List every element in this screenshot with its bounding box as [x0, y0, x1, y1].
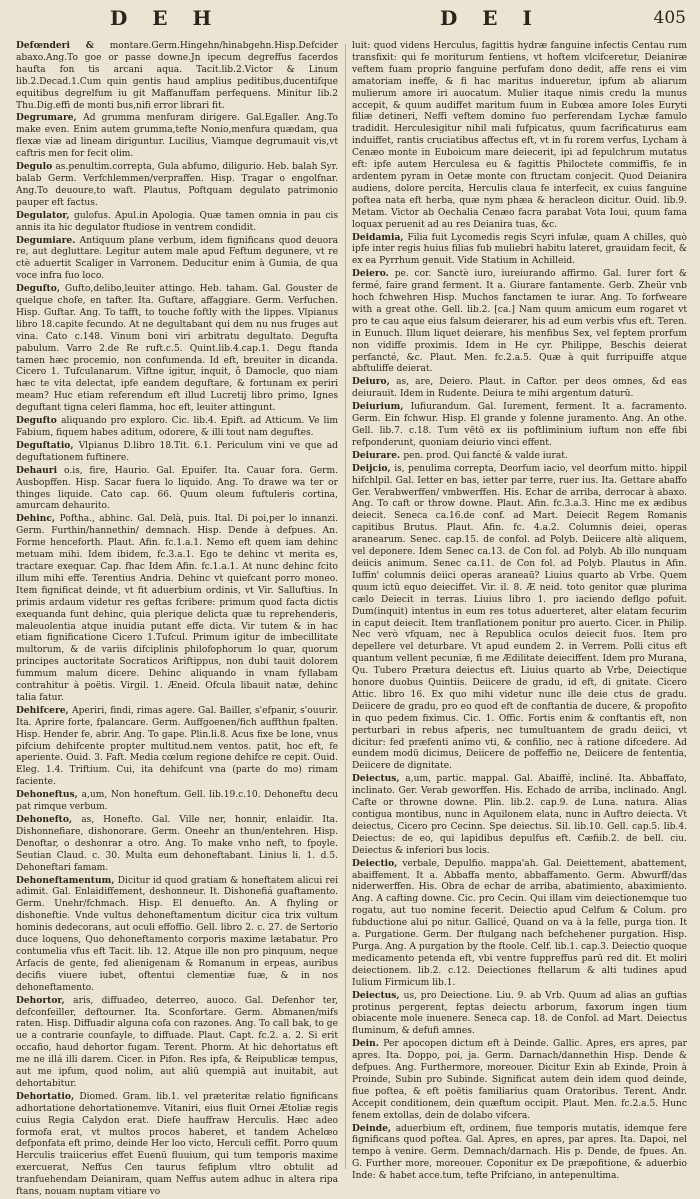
headword: Dehonefto, — [16, 814, 82, 825]
headword: Degulo — [16, 161, 56, 173]
entry-text: aduerbium eft, ordinem, fiue temporis mutatis, idemque fere fignificans quod poftea. Gal. Apres, en apres, par apres. Ita. Dapoi, nel tempo à venire. Germ. Demnach/darnach. His p. Dende, de fpues. An. G. Further more, moreouer. Coponitur ex De præpofitione, & aduerbio Inde: & habet acce.tum, tefte Prifciano, in antepenultima. — [352, 1123, 687, 1182]
headword: Degufto, — [16, 283, 65, 295]
headword: Dehoneftus, — [16, 789, 82, 801]
dictionary-entry — [16, 112, 338, 161]
headword: Degumiare. — [16, 234, 80, 246]
entry-text: Iufiurandum. Gal. Iurement, ferment. It a. facramento. Germ. Ein fchwur. Hisp. El grande y folenne juramento. Ang. An othe. Gell. lib.7. c.18. Tum vētō ex iis poftliminium iuftum non effe fibi refponderunt, quoniam deiurio vinci effent. — [352, 402, 687, 448]
dictionary-entry — [352, 40, 687, 232]
entry-text: montare.Germ.Hingehn/hinabgehn.Hisp.Defcider abaxo.Ang.To goe or passe downe.Jn ipecum degreffus facerdos haufta fon tis arcani aqua. Tacit.lib.2.Victor & Linum lib.2.Decad.1.Cum quin gentis haud amplius peditibus,ducentifque equitibus degrelfum iu git Maffanuffam perfequens. Minitur lib.2 Thu.Dig.effi de monti bus,nifi error librari fit. — [16, 41, 338, 111]
headword: Deijcio, — [352, 462, 395, 474]
right-column — [352, 40, 688, 1182]
dictionary-entry — [352, 463, 687, 774]
dictionary-entry — [16, 513, 338, 705]
dictionary-entry — [16, 283, 338, 415]
headword: Deiuro, — [352, 376, 397, 388]
entry-text: Ad grumma menfuram dirigere. Gal.Egaller. Ang.To make even. Enim autem grumma,tefte Nonio,menfura quædam, qua flexæ viæ ad lineam diriguntur. Lucilius, Viamque degrumauit vis,vt caftris men for fecit olim. — [16, 113, 339, 160]
running-head-right: D E I — [440, 6, 541, 30]
headword: Deiero. — [352, 268, 395, 280]
entry-text: Per apocopen dictum eft à Deinde. Gallic. Apres, ers apres, par apres. Ita. Doppo, poi, ja. Germ. Darnach/dannethin Hisp. Dende & defpues. Ang. Furthermore, moreouer. Dicitur Exin ab Exinde, Proin à Proinde, Subin pro Subinde. Significat autem dein idem quod deinde, fiue poftea, & eft poëtis familiarius quam Oratoribus. Terent. Andr. Accepit conditionem, dein quæftum occipit. Plaut. Men. fc.2.a.5. Hunc fenem extollas, dein de dolabo vifcera. — [352, 1039, 687, 1121]
entry-text: pe. cor. Sanctè iuro, iureiurando affirmo. Gal. Iurer fort & fermé, faire grand ferment. It a. Giurare fantamente. Gerb. Zheür vnb hoch fchwehren Hisp. Muchos fanctamen te iurar. Ang. To forfweare with a great othe. Gell. lib.2. [ca.] Nam quum amicum eum rogaret vt pro te cau aque eius falsum deierarer, his ad eum verbis vfus eft. Teren. in Eunuch. Illum liquet deierare, his menfibus Sex, vel feptem prorfum non vidiffe proximis. Idem in He cyr. Philippe, Beschis deierat perfancté, &c. Plaut. Men. fc.2.a.5. Quæ à quit furripuiffe atque abftuliffe deierat. — [352, 269, 687, 375]
entry-text: as.penultim.correpta, Gula abfumo, diligurio. Heb. balah Syr. balab Germ. Verfchlemmen/verpraffen. Hisp. Tragar o engolfnar. Ang.To deuoure,to waft. Plautus, Poftquam degulato patrimonio pauper eft factus. — [16, 162, 339, 208]
dictionary-entry — [352, 1123, 687, 1184]
dictionary-entry — [352, 990, 687, 1039]
dictionary-entry — [16, 440, 338, 465]
entry-text: as, are, Deiero. Plaut. in Caftor. per deos omnes, &d eas deiurauit. Idem in Rudente. Deiura te mihi argentum daturū. — [352, 377, 687, 400]
dictionary-entry — [16, 995, 338, 1091]
entry-text: Vlpianus D.libro 18.Tit. 6.1. Periculum vini ve que ad deguftationem fuftinere. — [16, 440, 338, 463]
headword: Deiurare. — [352, 449, 404, 461]
entry-text: a,um, Non honeftum. Gell. lib.19.c.10. Dehoneftu decu pat rimque verbum. — [16, 790, 339, 813]
headword: Deidamia, — [352, 231, 408, 243]
dictionary-entry — [16, 875, 338, 995]
dictionary-entry — [352, 773, 687, 857]
entry-text: o.is, fire, Haurio. Gal. Epuifer. Ita. Cauar fora. Germ. Ausbopffen. Hisp. Sacar fuera lo liquido. Ang. To drawe wa ter or thinges liquide. Cato cap. 66. Quum oleum fuftuleris cortina, amurcam dehaurito. — [16, 465, 339, 512]
entry-text: Aperiri, findi, rimas agere. Gal. Bailler, s'efpanir, s'ouurir. Ita. Aprire forte, fpalancare. Germ. Auffgoenen/fich auffthun fpalten. Hisp. Hender fe, abrir. Ang. To gape. Plin.li.8. Acus fixe be lone, vnus pifcium dehifcente propter multitud.nem ventos. patit, hoc eft, fe aperiente. Ouid. 3. Faft. Media cœlum regione dehifce re cepit. Ouid. Eleg. 1.4. Triftium. Cui, ita dehifcunt vna (parte do mo) rimam faciente. — [16, 705, 338, 788]
column-divider — [345, 44, 346, 1169]
headword: Deinde, — [352, 1122, 396, 1134]
dictionary-entry — [16, 465, 338, 514]
entry-text: aliquando pro exploro. Cic. lib.4. Epift. ad Atticum. Ve lim Fabium, fiquem habes aditum, odorere, & illi tout nam deguftes. — [16, 416, 338, 438]
dictionary-entry — [352, 1038, 687, 1122]
dictionary-entry — [16, 789, 338, 814]
dictionary-entry — [16, 415, 338, 440]
entry-text: is, penulima correpta, Deorfum iacio, vel deorfum mitto. hippil hifchlpil. Gal. Ietter en bas, ietter par terre, ruer ius. Ita. Gettare abaffo Ger. Verabwerffen/ vmbwerffen. His. Echar de arriba, derrocar à abaxo. Ang. To caft or throw downe. Plaut. Afin. fc.3.a.3. Hinc me ex ædibus deiecit. Seneca ca.16.de conf. ad Mart. Deiecit Regem Romanis capitibus Brutus. Plaut. Afin. fc. 4.a.2. Columnis deiei, operas aranearum. Senec. cap.15. de confol. ad Polyb. Deiicere altè aliquem, vel deponere. Idem Senec ca.13. de Con fol. ad Polyb. Ab illo nunquam deiicis animum. Senec ca.11. de Con fol. ad Polyb. Plautus in Afin. Iuffin' columnis deiici operas araneaū? Liuius quarto ab Vrbe. Quem quum ictū equo deieciffet. Vir. il. 8. Æ neid. toto genitor quæ plurima cælo Deiecit in terras. Liuius libro 1. pro iaciendo deflgo pofuit. Dum(inquit) intentus in eum res totus aduerteret, alter elatam fecurim in caput deiecit. Item tranflationem ponitur pro auerto. Cicer. in Philip. Nec verò vfquam, nec à Republica oculos deiecit fuos. Item pro depellere vel deturbare. Vt apud eundem 2. in Verrem. Polli citus eft quantum vellent pecuniæ, fi me Ædilitate deieciffent. Idem pro Murana, Qu. Tubero Prætura deiectus eft. Liuius quarto ab Vrbe, Deiectique honore duobus Quintiis. Deiicere de gradu, id eft, di gnitate. Cicero Attic. libro 16. Ex quo mihi videtur nunc ille deie ctus de gradu. Deiicere de gradu, pro eo quod eft de conftantia de ducere, & propofito in quo pedem fiximus. Cic. 1. Offic. Fortis enim & conftantis eft, non perturbari in rebus afperis, nec tumultuantem de gradu deiici, vt dicitur: fed præfenti animo vti, & confilio, nec à ratione difcedere. Ad eundem modū dicimus, Deiicere de poffeffio ne, Deiicere de fententia, Deiicere de dignitate. — [352, 463, 688, 772]
dictionary-entry — [16, 1091, 338, 1199]
headword: Deiectus, — [352, 773, 406, 785]
entry-text: us, pro Deiectione. Liu. 9. ab Vrb. Quum ad alias an guftias protinus pergerent, feptas deiectu arborum, faxorum ingen tium obiacente mole inuenere. Seneca cap. 18. de Confol. ad Mart. Deiectus fluminum, & defufi amnes. — [352, 990, 688, 1037]
headword: Dehortor, — [16, 994, 74, 1006]
dictionary-entry — [16, 40, 338, 112]
entry-text: luit: quod videns Herculus, fagittis hydræ fanguine infectis Centau rum transfixit: qui fe moriturum fentiens, vt hoftem vlcifceretur, Deianiræ veftem fuam proprio fanguine perfufam dono dedit, affe rens ei vim amatoriam ineffe, & fi hac maritus indueretur, ipfum ab aliarum mulierum amore iri auocatum. Mulier itaque nimis credu la munus accepit, & quum audiffet maritum fuum in Eubœa amore Ioles Euryti filiæ detineri, Neffi veftem domino fuo perferendam Lychæ famulo tradidit. Herculesigitur nihil mali fufpicatus, quum facrificaturus eam induiffet, rantis cruciatibus affectus eft, vt in fu rorem verfus, Lycham à Cenæo monte in Euboicum mare deiecerit, ipi ad fepulchrum mutatus eft: ipfe autem Herculesa eu & fagittis Philoctete commiffis, fe in ardentem pyram in Oetæ monte con ftructam conjecit. Quod Deianira audiens, dolore percita, Herculis claua fe interfecit, ex cuius fanguine poftea nata eft herba, quæ nym phæa & heracleon dicitur. Ouid. lib.9. Metam. Victor ab Oechalia Cenæo facra parabat Vota Ioui, quum fama loquax peruenit ad au res Deianira tuas, &c. — [352, 41, 687, 230]
left-column — [16, 40, 339, 1198]
headword: Deguftatio, — [16, 439, 79, 451]
headword: Deiectio, — [352, 857, 403, 869]
headword: Deiurium, — [352, 401, 411, 413]
headword: Degufto — [16, 415, 62, 427]
entry-text: aris, diffuadeo, deterreo, auoco. Gal. Defenhor ter, defconfeiller, deftourner. Ita. Sconfortare. Germ. Abmanen/mifs raten. Hisp. Diffuadir alguna cofa con razones. Ang. To call bak, to ge ue a contrarie counfayle, to diffuade. Plaut. Capt. fc.2. a. 2. Si erit occafio, haud dehortor fugam. Terent. Phorm. At hic dehortatus eft me ne illá illi darem. Cicer. in Pifon. Res ipfa, & Reipublicæ tempus, aut me ipfum, quod nolim, aut aliū quempiā aut inuitabit, aut dehortabitur. — [16, 995, 339, 1089]
dictionary-entry — [352, 858, 687, 990]
page-header — [0, 6, 700, 40]
entry-text: Poftha., abhinc. Gal. Delà, puis. Ital. Di poi,per lo innanzi. Germ. Furthin/hannethin/ demnach. Hisp. Dende à defpues. An. Forme henceforth. Plaut. Afin. fc.1.a.1. Nemo eft quem iam dehinc metuam mihi. Idem ibidem, fc.3.a.1. Ego te dehinc vt merita es, tractare exequar. Cap. fhac Idem Afin. fc.1.a.1. At nunc dehinc fcito illum mihi effe. Terentius Andria. Dehinc vt quiefcant porro moneo. Item fignificat deinde, vt fit aduerbium ordinis, vt Vir. Salluftius. In primis ardaum videtur res geftas fcribere: primum quod facta dictis exequanda funt dehinc, quia plerique delicta quæ tu reprehenderis, maleuolentia atque inuidia putant effe dicta. Vir tutem & in hac etiam fignificatione Cicero 1.Tufcul. Primum igitur de imbecillitate multorum, & de variis difciplinis philofophorum lo quar, quorum principes auctoritate Socraticos Ariftippus, non dubi tauit dolorem fummum malum dicere. Dehinc aliquando in vnam fyllabam contrahitur à poëtis. Virgil. 1. Æneid. Ofcula libauit natæ, dehinc talia fatur. — [16, 514, 338, 703]
headword: Degrumare, — [16, 112, 84, 124]
dictionary-entry — [352, 232, 687, 269]
headword: Defœnderi & — [16, 40, 110, 51]
dictionary-entry — [16, 235, 338, 284]
dictionary-entry — [352, 268, 687, 376]
entry-text: Dicitur id quod gratiam & honeftatem alicui rei adimit. Gal. Enlaidiffement, deshonneur. It. Dishonefiá guaftamento. Germ. Unehr/fchmach. Hisp. El denuefto. An. A fhyling or dishoneftie. Vnde vultus dehoneftamentum dicitur cica trix vultum hominis dedecorans, aut oculi effoffio. Gell. libro 2. c. 27. de Sertorio duce loquens, Quo dehoneftamento corporis maxime lætabatur. Pro contumelia vfus eft Tacit. lib. 12. Atque ille non pro pinquum, neque Arfacis de gente, fed alienigenam & Romanum in erpeas, auribus decifis viuere iubet, oftentui clementiæ fuæ, & in nos dehoneftamento. — [16, 875, 338, 993]
entry-text: verbale, Depulfio. mappa'ah. Gal. Deiettement, abattement, abaiffement. It a. Abbaffa mento, abbaffamento. Germ. Abwurff/das niderwerffen. His. Obra de echar de arriba, abatimiento, abaximiento. Ang. A cafting downe. Cic. pro Cecin. Qui illam vim deiectionemque tuo rogatu, aut tuo nomine fecerit. Deiectio apud Celfum & Colum. pro fubductione alui po nitur. Gallicé, Quand on va à la felle, purga tion. It a. Purgatione. Germ. Der ftulgang nach befchehener purgation. Hisp. Purga. Ang. A purgation by the ftoole. Celf. lib.1. cap.3. Deiectio quoque medicamento petenda eft, vbi ventre fuppreffus parū red dit. Et moliri deiectionem. lib.2. c.12. Deiectiones ftellarum & alti tudines apud Iulium Firmicum lib.1. — [352, 858, 687, 988]
entry-text: gulofus. Apul.in Apologia. Quæ tamen omnia in pau cis annis ita hic degulator ftudiose in ventrem condidit. — [16, 210, 339, 233]
running-head-left: D E H — [110, 6, 221, 30]
headword: Dehoneftamentum, — [16, 874, 118, 886]
headword: Dein. — [352, 1038, 384, 1050]
dictionary-entry — [16, 161, 338, 210]
dictionary-entry — [352, 376, 687, 401]
dictionary-entry — [16, 705, 338, 789]
dictionary-entry — [352, 401, 687, 450]
entry-text: pen. prod. Qui fancté & valde iurat. — [403, 450, 568, 461]
headword: Deiectus, — [352, 989, 404, 1001]
entry-text: a,um, partic. mappal. Gal. Abaiffé, incliné. Ita. Abbaffato, inclinato. Ger. Verab geworffen. His. Echado de arriba, inclinado. Angl. Cafte or throwne downe. Plin. lib.2. cap.9. de Luna. natura. Alias contigua montibus, nunc in Aquilonem elata, nunc in Auftro deiecta. Vt deiectus, Cicero pro Cecinn. Spe deiectus. Sil. lib.10. Gell. cap.5. lib.4. Deiectus: de eo, qui lapidibus depulfus eft. Cæfiib.2. de bell. ciu. Deiectus & inferiori bus locis. — [352, 774, 687, 856]
dictionary-entry — [352, 450, 687, 463]
page-number: 405 — [653, 8, 686, 28]
entry-text: as, Honefto. Gal. Ville ner, honnir, enlaidir. Ita. Dishonnefiare, dishonorare. Germ. Oneehr an thun/entehren. Hisp. Denoftar, o deshonrar a otro. Ang. To make vnho neft, to fpoyle. Seutian Claud. c. 30. Multa eum dehoneftabant. Linius li. 1. d.5. Dehoneftari famam. — [16, 815, 338, 873]
headword: Degulator, — [16, 209, 75, 221]
entry-text: Filia fuit Lycomedis regis Scyri infulæ, quam A chilles, quò ipfe inter regis huius filias fub muliebri habitu lateret, grauidam fecit, & ex ea Pyrrhum genuit. Vide Statium in Achilleid. — [352, 232, 687, 267]
headword: Dehinc, — [16, 513, 60, 525]
headword: Dehifcere, — [16, 704, 73, 716]
headword: Dehauri — [16, 464, 65, 476]
entry-text: Diomed. Gram. lib.1. vel præteritæ relatio fignificans adhortatione dehortationemve. Vitaniri, eius fluit Ornei Ætoliæ regis cuius Regia Calydon erat. Diefe hauffraw Herculis. Hæc adeo formofa erat, vt multos procos haberet, et tandem Achelœo defponfata eft primo, deinde Her loo victo, Herculi ceffit. Porro quum Herculis traiicerius effet Euenū fluuium, qui tum temporis maxime exercuerat, Neffus Cen taurus fefiplum vltro obtulit ad tranfuehendam Deianiram, quam Neffus autem adhuc in altera ripa ftans, nouam nuptam vitiare vo — [16, 1091, 338, 1198]
entry-text: Antiquum plane verbum, idem fignificans quod deuora re, aut degluttare. Legitur autem male apud Feftum degunere, vt re ctè aduertit Scaliger in Varronem. Deducitur enim à Gumia, de qua voce infra fuo loco. — [16, 235, 338, 282]
headword: Dehortatio, — [16, 1090, 80, 1102]
dictionary-entry — [16, 210, 338, 235]
dictionary-entry — [16, 814, 338, 875]
entry-text: Gufto,delibo,leuiter attingo. Heb. taham. Gal. Gouster de quelque chofe, en tafter. Ita. Guftare, affaggiare. Germ. Verfuchen. Hisp. Guftar. Ang. To tafft, to touche foftly with the lippes. Vlpianus libro 18.capite fecundo. At ne degultabant qui dem nu nus fruges aut vina. Cato c.148. Vinum boni viri arbitratu degultato. Degufta pabulum. Varro 2.de Re ruft.c.5. Quint.lib.4.cap.1. Degu ftanda tamen hæc procemio, non confumenda. Id eft, breuiter in dicanda. Cicero 1. Tufculanarum. Viftne igitur, inquit, ô Damocle, quo niam hæc te vita delectat, ipfe eandem deguftare, & fortunam ex periri meam? Huc etiam referendum eft illud Lucretij libro primo, Ignes deguftant tigna celeri flamma, hoc eft, leuiter attingunt. — [16, 284, 338, 414]
